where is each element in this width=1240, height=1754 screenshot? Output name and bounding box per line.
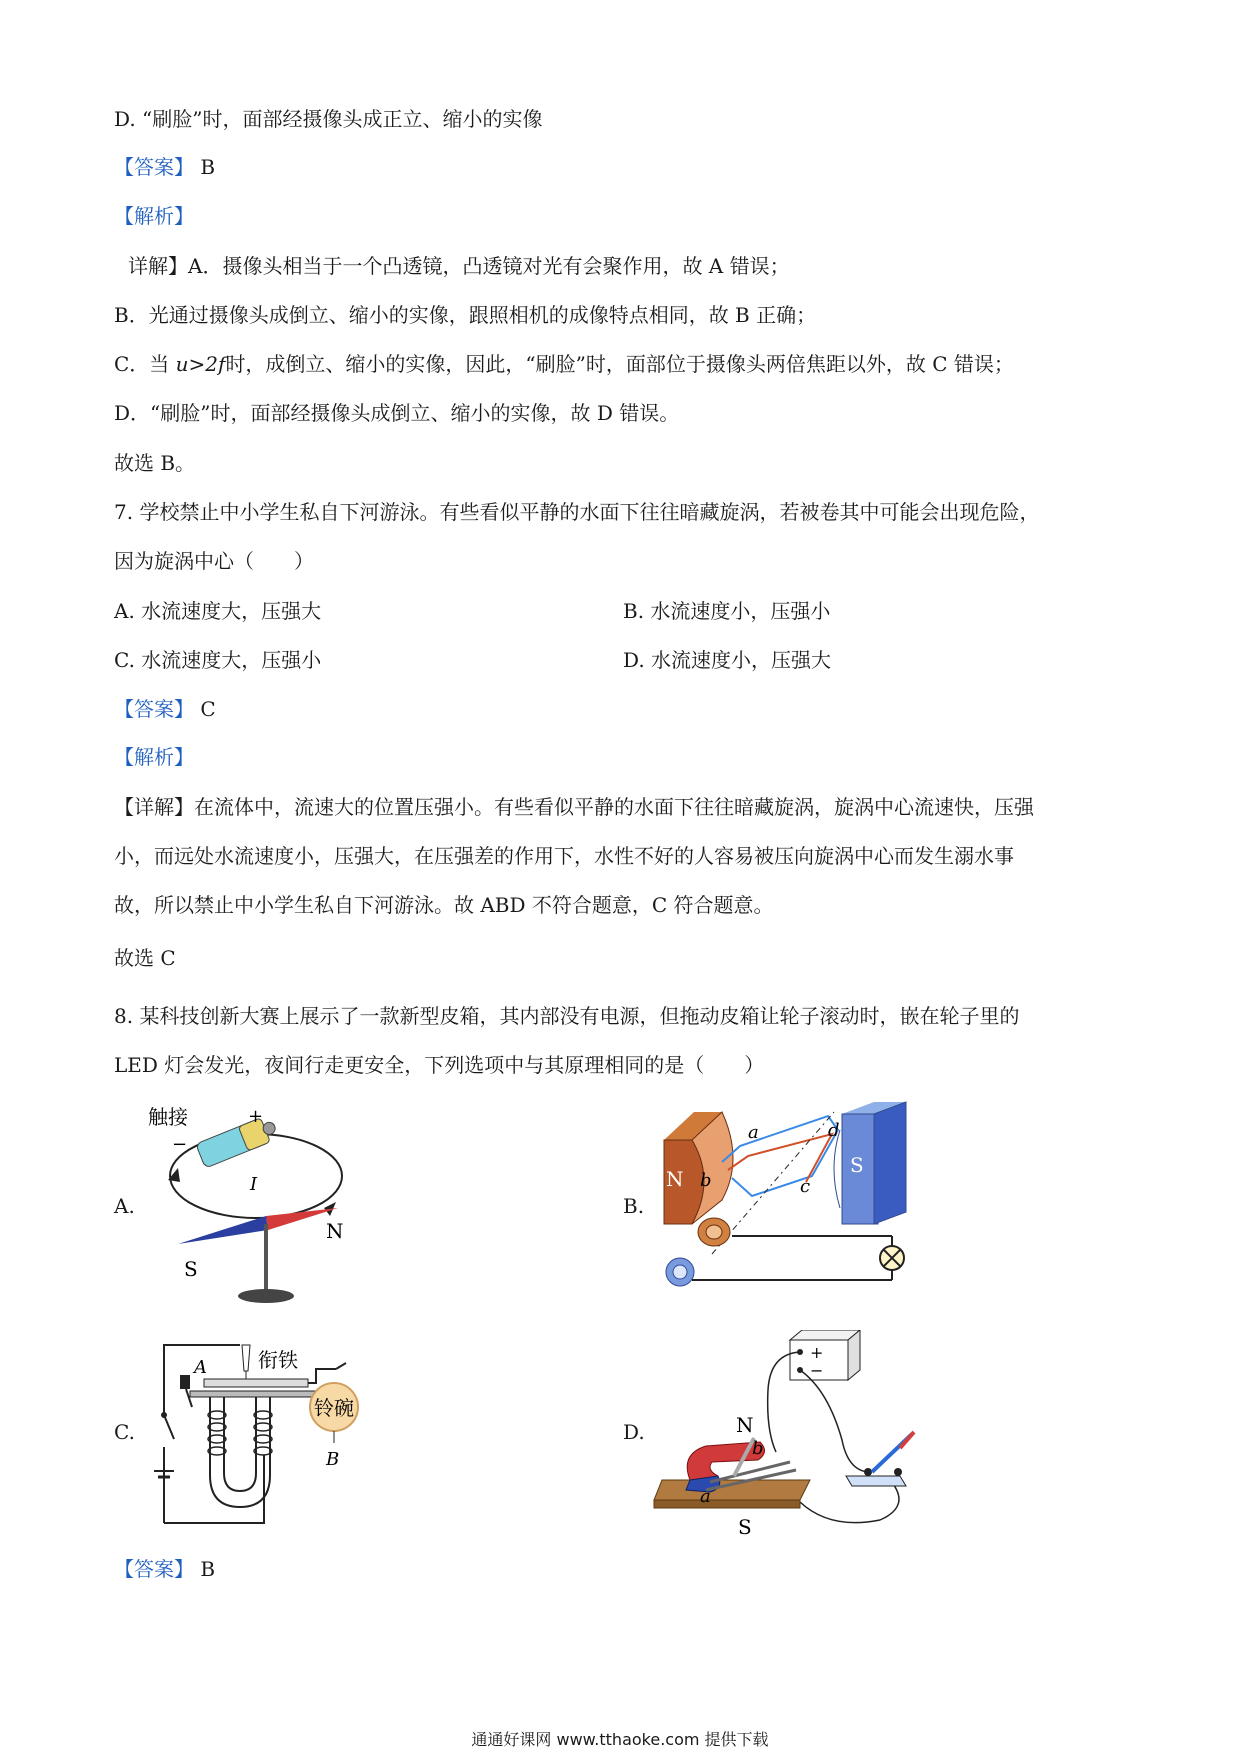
answer-value: C: [200, 697, 216, 721]
q7-option-c: C. 水流速度大，压强小: [114, 648, 322, 672]
q8-answer: [114, 1555, 215, 1583]
pole-s-label: S: [738, 1515, 752, 1539]
answer-tag: 【答案】: [114, 697, 194, 721]
analysis-tag: 【解析】: [114, 204, 194, 228]
q7-answer: [114, 695, 216, 723]
detail-tag: 【详解】: [114, 795, 194, 819]
answer-value: B: [200, 1557, 216, 1581]
detail-text: 时，成倒立、缩小的实像，因此，“刷脸”时，面部位于摄像头两倍焦距以外，故 C 错误；: [225, 352, 1014, 376]
north-label: N: [326, 1219, 344, 1243]
magnet-n-label: N: [666, 1167, 684, 1191]
figure-a-oersted-experiment: [148, 1098, 358, 1308]
q7-detail-2: 小，而远处水流速度小，压强大，在压强差的作用下，水性不好的人容易被压向旋涡中心而发生溺水事: [114, 844, 1014, 868]
coil-b-label: b: [700, 1170, 712, 1191]
point-b-label: B: [326, 1449, 340, 1470]
answer-value: B: [200, 155, 216, 179]
q7-option-a: A. 水流速度大，压强大: [114, 599, 322, 623]
touch-label: 触接: [148, 1105, 188, 1129]
answer-tag: 【答案】: [114, 155, 194, 179]
minus-sign: −: [172, 1134, 188, 1155]
q6-answer: [114, 153, 215, 181]
figure-label-a: A.: [114, 1194, 135, 1218]
detail-text: 在流体中，流速大的位置压强小。有些看似平静的水面下往往暗藏旋涡，旋涡中心流速快，压强: [194, 795, 1034, 819]
south-label: S: [184, 1257, 198, 1281]
needle-south: [178, 1216, 268, 1244]
supply-minus: −: [810, 1361, 824, 1380]
bell-label: 铃碗: [314, 1396, 354, 1420]
q7-analysis-tag: [114, 743, 194, 771]
q6-analysis-tag: [114, 202, 194, 230]
q6-detail-1: 详解】A．摄像头相当于一个凸透镜，凸透镜对光有会聚作用，故 A 错误；: [128, 254, 790, 278]
coil-d-label: d: [828, 1120, 840, 1141]
q8-stem-1: 8. 某科技创新大赛上展示了一款新型皮箱，其内部没有电源，但拖动皮箱让轮子滚动时，嵌在轮子里的: [114, 1004, 1020, 1028]
page-footer: 通通好课网 www.tthaoke.com 提供下载: [471, 1730, 769, 1749]
q8-stem-2: LED 灯会发光，夜间行走更安全，下列选项中与其原理相同的是（ ）: [114, 1053, 765, 1077]
coil-c-label: c: [800, 1176, 811, 1197]
math-expression: u>2f: [175, 352, 226, 376]
detail-text: C．当: [114, 352, 176, 376]
q6-option-d: D. “刷脸”时，面部经摄像头成正立、缩小的实像: [114, 107, 543, 131]
figure-c-electric-bell: [140, 1335, 370, 1535]
coil-a-label: a: [748, 1122, 759, 1143]
figure-label-c: C.: [114, 1420, 135, 1444]
figure-b-generator: [652, 1100, 922, 1310]
figure-d-conductor-in-field: [650, 1330, 940, 1540]
q6-detail-3: [114, 350, 1014, 378]
q7-detail-3: 故，所以禁止中小学生私自下河游泳。故 ABD 不符合题意，C 符合题意。: [114, 893, 774, 917]
answer-tag: 【答案】: [114, 1557, 194, 1581]
q6-detail-2: B．光通过摄像头成倒立、缩小的实像，跟照相机的成像特点相同，故 B 正确；: [114, 303, 817, 327]
plus-sign: +: [248, 1106, 264, 1127]
q6-detail-4: D．“刷脸”时，面部经摄像头成倒立、缩小的实像，故 D 错误。: [114, 401, 680, 425]
q7-conclusion: 故选 C: [114, 946, 176, 970]
q7-option-b: B. 水流速度小，压强小: [623, 599, 831, 623]
point-a-label: A: [194, 1357, 207, 1378]
analysis-tag: 【解析】: [114, 745, 194, 769]
rod-a-label: a: [700, 1486, 711, 1507]
q7-option-d: D. 水流速度小，压强大: [623, 648, 832, 672]
figure-label-b: B.: [623, 1194, 645, 1218]
supply-plus: +: [810, 1343, 824, 1362]
figure-label-d: D.: [623, 1420, 645, 1444]
q6-conclusion: 故选 B。: [114, 451, 196, 475]
q7-stem-2: 因为旋涡中心（ ）: [114, 549, 314, 573]
q7-detail-1: [114, 793, 1034, 821]
pole-n-label: N: [736, 1413, 754, 1437]
current-label: I: [250, 1174, 258, 1195]
armature-label: 衔铁: [258, 1348, 298, 1372]
rod-b-label: b: [752, 1438, 764, 1459]
q7-stem-1: 7. 学校禁止中小学生私自下河游泳。有些看似平静的水面下往往暗藏旋涡，若被卷其中可能会出现危险，: [114, 500, 1040, 524]
magnet-s-label: S: [850, 1153, 864, 1177]
